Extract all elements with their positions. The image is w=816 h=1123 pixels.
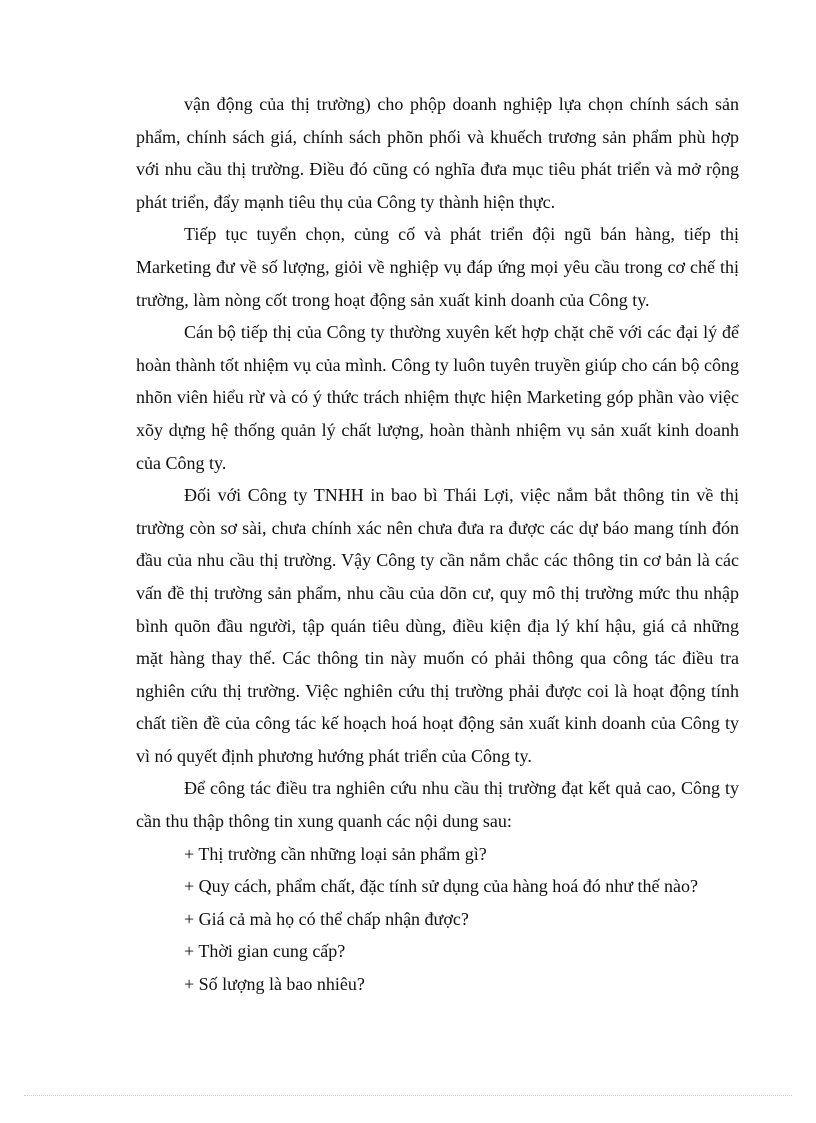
paragraph-market-research: Đối với Công ty TNHH in bao bì Thái Lợi, việc nắm bắt thông tin về thị trường còn sơ sài, chưa chính xác nên chưa đưa ra được các dự báo mang tính đón đầu của nhu cầu thị trường. Vậy Công ty cần nắm chắc các thông tin cơ bản là các vấn đề thị trường sản phẩm, nhu cầu của dõn cư, quy mô thị trường mức thu nhập bình quõn đầu người, tập quán tiêu dùng, điều kiện địa lý khí hậu, giá cả những mặt hàng thay thế. Các thông tin này muốn có phải thông qua công tác điều tra nghiên cứu thị trường. Việc nghiên cứu thị trường phải được coi là hoạt động tính chất tiền đề của công tác kế hoạch hoá hoạt động sản xuất kinh doanh của Công ty vì nó quyết định phương hướng phát triển của Công ty.	[136, 485, 739, 766]
list-item: + Quy cách, phẩm chất, đặc tính sử dụng của hàng hoá đó như thế nào?	[184, 876, 699, 897]
paragraph-research-intro: Để công tác điều tra nghiên cứu nhu cầu thị trường đạt kết quả cao, Công ty cần thu thập thông tin xung quanh các nội dung sau:	[136, 778, 739, 832]
paragraph-marketing-staff: Cán bộ tiếp thị của Công ty thường xuyên kết hợp chặt chẽ với các đại lý để hoàn thành tốt nhiệm vụ của mình. Công ty luôn tuyên truyền giúp cho cán bộ công nhõn viên hiểu rừ và có ý thức trách nhiệm thực hiện Marketing góp phần vào việc xõy dựng hệ thống quản lý chất lượng, hoàn thành nhiệm vụ sản xuất kinh doanh của Công ty.	[136, 322, 739, 473]
list-item: + Thời gian cung cấp?	[184, 941, 346, 962]
list-item: + Số lượng là bao nhiêu?	[184, 974, 365, 995]
document-body	[136, 88, 739, 1001]
list-item: + Thị trường cần những loại sản phẩm gì?	[184, 843, 487, 864]
page-bottom-divider	[24, 1095, 792, 1096]
paragraph-sales-team: Tiếp tục tuyển chọn, củng cố và phát triển đội ngũ bán hàng, tiếp thị Marketing đư về số lượng, giỏi về nghiệp vụ đáp ứng mọi yêu cầu trong cơ chế thị trường, làm nòng cốt trong hoạt động sản xuất kinh doanh của Công ty.	[136, 224, 739, 310]
paragraph-continuation: vận động của thị trường) cho phộp doanh nghiệp lựa chọn chính sách sản phẩm, chính sách giá, chính sách phõn phối và khuếch trương sản phẩm phù hợp với nhu cầu thị trường. Điều đó cũng có nghĩa đưa mục tiêu phát triển và mở rộng phát triển, đẩy mạnh tiêu thụ của Công ty thành hiện thực.	[136, 94, 739, 212]
research-question-list	[136, 838, 739, 1001]
list-item: + Giá cả mà họ có thể chấp nhận được?	[184, 908, 469, 929]
